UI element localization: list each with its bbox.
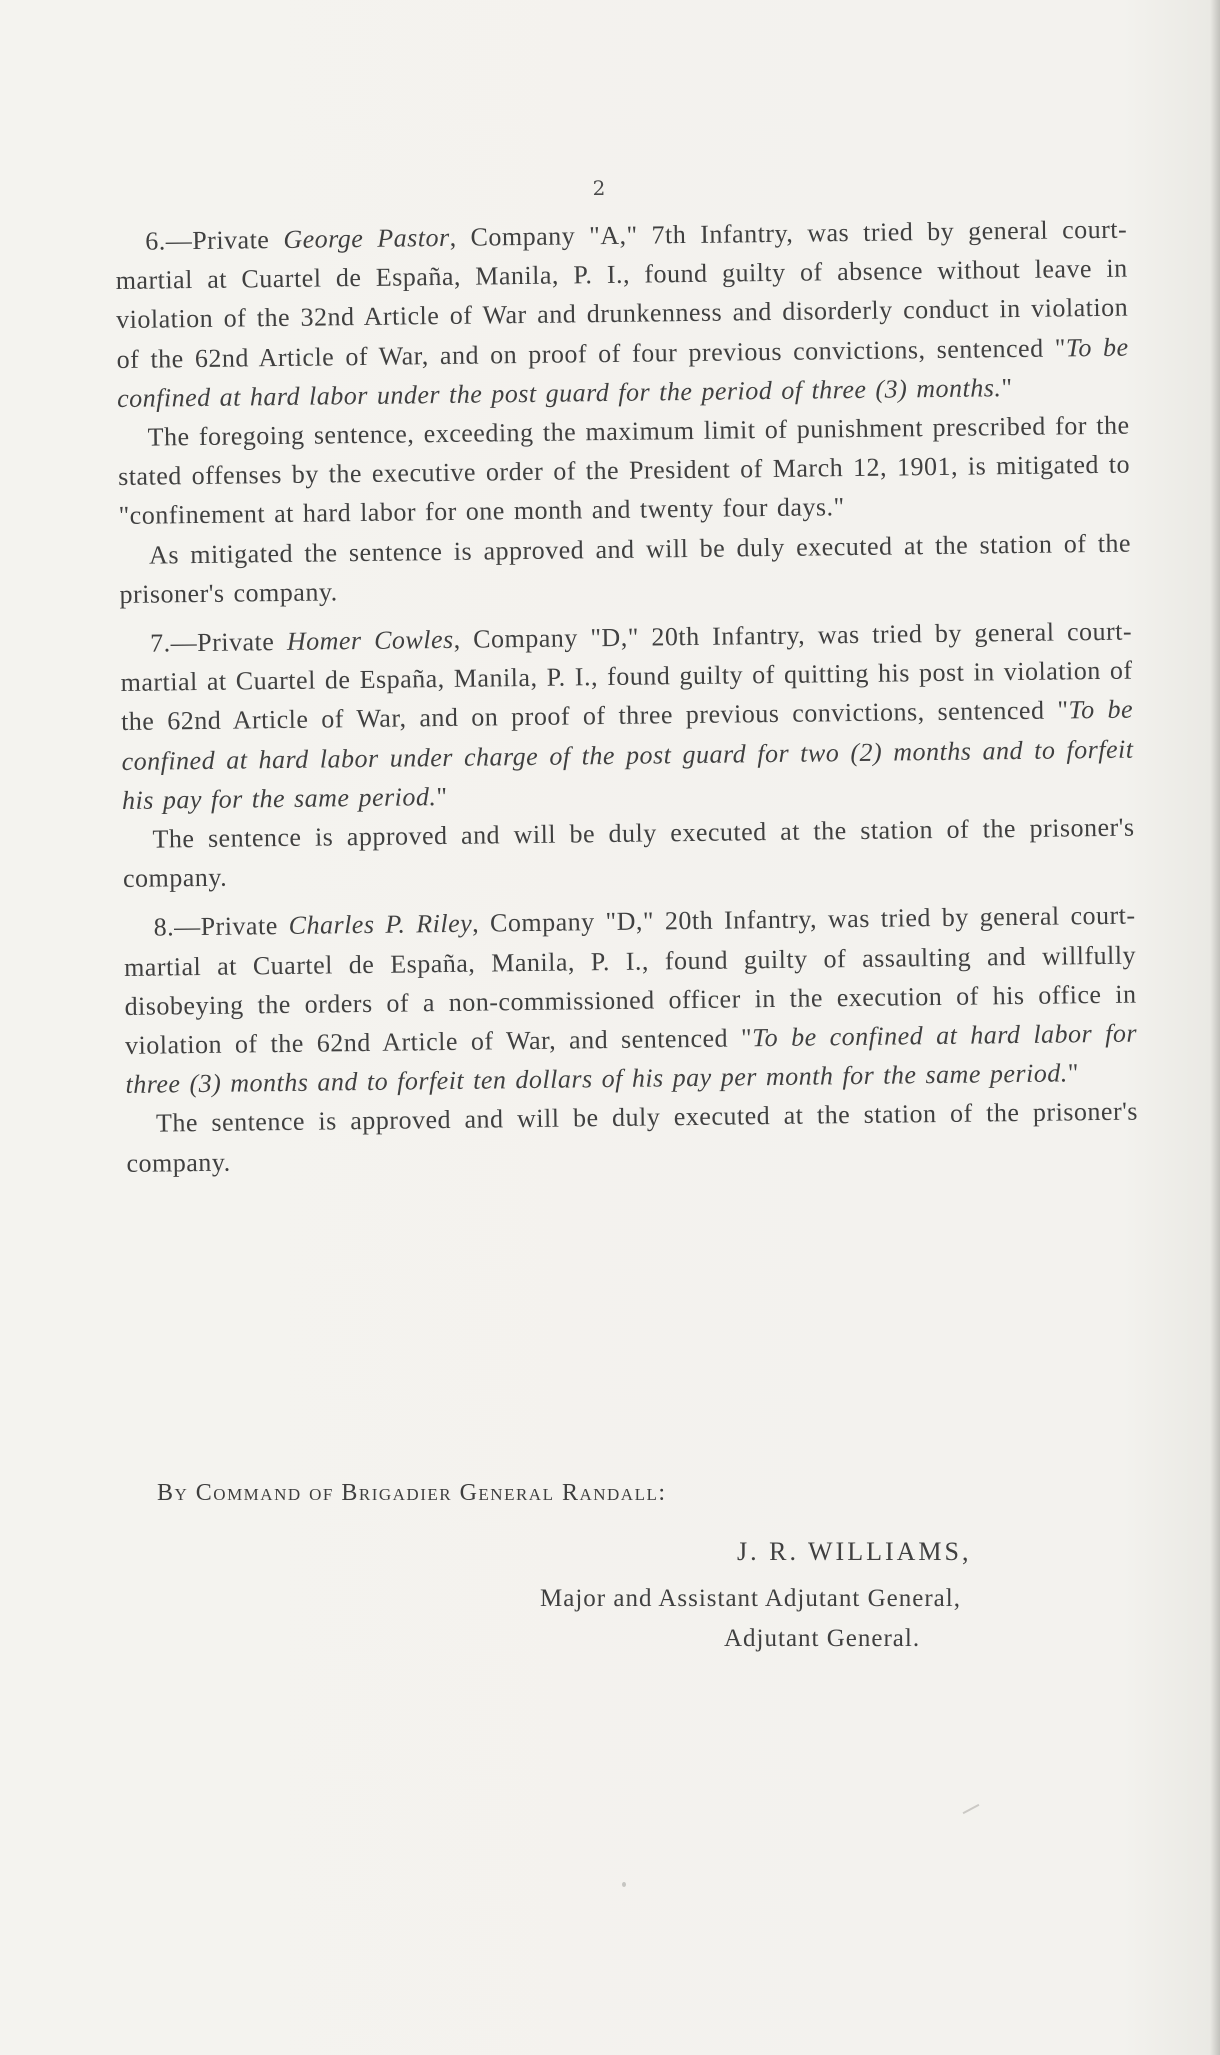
sentence-text: To be confined at hard labor under charge of the post guard for two (2) months and to forfeit his pay for the same period. — [121, 695, 1134, 815]
order-item-6 — [115, 210, 1129, 418]
item-body: , Company "D," 20th Infantry, was tried by general court-martial at Cuartel de España, Manila, P. I., found guilty of quitting his post in violation of the 62nd Article of War, and on proof of three previous convictions, sentenced " — [120, 616, 1133, 737]
item-7-approval: The sentence is approved and will be duly executed at the station of the prisoner's company. — [122, 812, 1135, 894]
item-8-approval: The sentence is approved and will be duly executed at the station of the prisoner's company. — [126, 1097, 1139, 1178]
signer-title: Major and Assistant Adjutant General, — [540, 1585, 961, 1612]
closing-quote: " — [1067, 1058, 1080, 1088]
orders-body — [115, 210, 1139, 1183]
item-6-mitigation: The foregoing sentence, exceeding the maximum limit of punishment prescribed for the stated offenses by the executive order of the President of March 12, 1901, is mitigated to "confinement at hard labor for one month and twenty four days." — [117, 410, 1131, 531]
item-body: , Company "A," 7th Infantry, was tried by general court-martial at Cuartel de España, Manila, P. I., found guilty of absence without leave in violation of the 32nd Article of War and drunkenness and disorderly conduct in violation of the 62nd Article of War, and on proof of four previous convictions, sentenced " — [115, 214, 1129, 374]
paper-speck — [622, 1882, 626, 1887]
item-prefix: —Private — [173, 911, 278, 942]
soldier-name: George Pastor — [283, 222, 450, 254]
item-body: , Company "D," 20th Infantry, was tried by general court-martial at Cuartel de España, Manila, P. I., found guilty of assaulting and willfully disobeying the orders of a non-commissioned officer in the execution of his office in violation of the 62nd Article of War, and sentenced " — [123, 901, 1137, 1060]
sentence-text: To be confined at hard labor for three (3) months and to forfeit ten dollars of his pay per month for the same period. — [125, 1018, 1138, 1100]
paper-scratch — [963, 1804, 980, 1814]
closing-quote: " — [1001, 372, 1013, 402]
closing-quote: " — [436, 781, 448, 811]
page-edge-shadow — [1210, 0, 1220, 2055]
signer-name: J. R. WILLIAMS, — [737, 1537, 972, 1566]
item-number: 6. — [145, 226, 166, 256]
page-number: 2 — [592, 176, 606, 200]
item-number: 7. — [149, 628, 171, 658]
item-prefix: —Private — [165, 225, 270, 256]
soldier-name: Charles P. Riley — [288, 909, 473, 941]
order-item-7 — [120, 612, 1134, 820]
order-item-8 — [123, 896, 1137, 1104]
command-line: By Command of Brigadier General Randall: — [157, 1480, 667, 1506]
sentence-text: To be confined at hard labor under the post guard for the period of three (3) months. — [116, 332, 1129, 413]
soldier-name: Homer Cowles — [286, 624, 454, 656]
item-6-approval: As mitigated the sentence is approved and will be duly executed at the station of the prisoner's company. — [119, 528, 1132, 609]
item-prefix: —Private — [170, 627, 275, 658]
item-number: 8. — [153, 912, 175, 943]
signer-role: Adjutant General. — [724, 1625, 921, 1652]
